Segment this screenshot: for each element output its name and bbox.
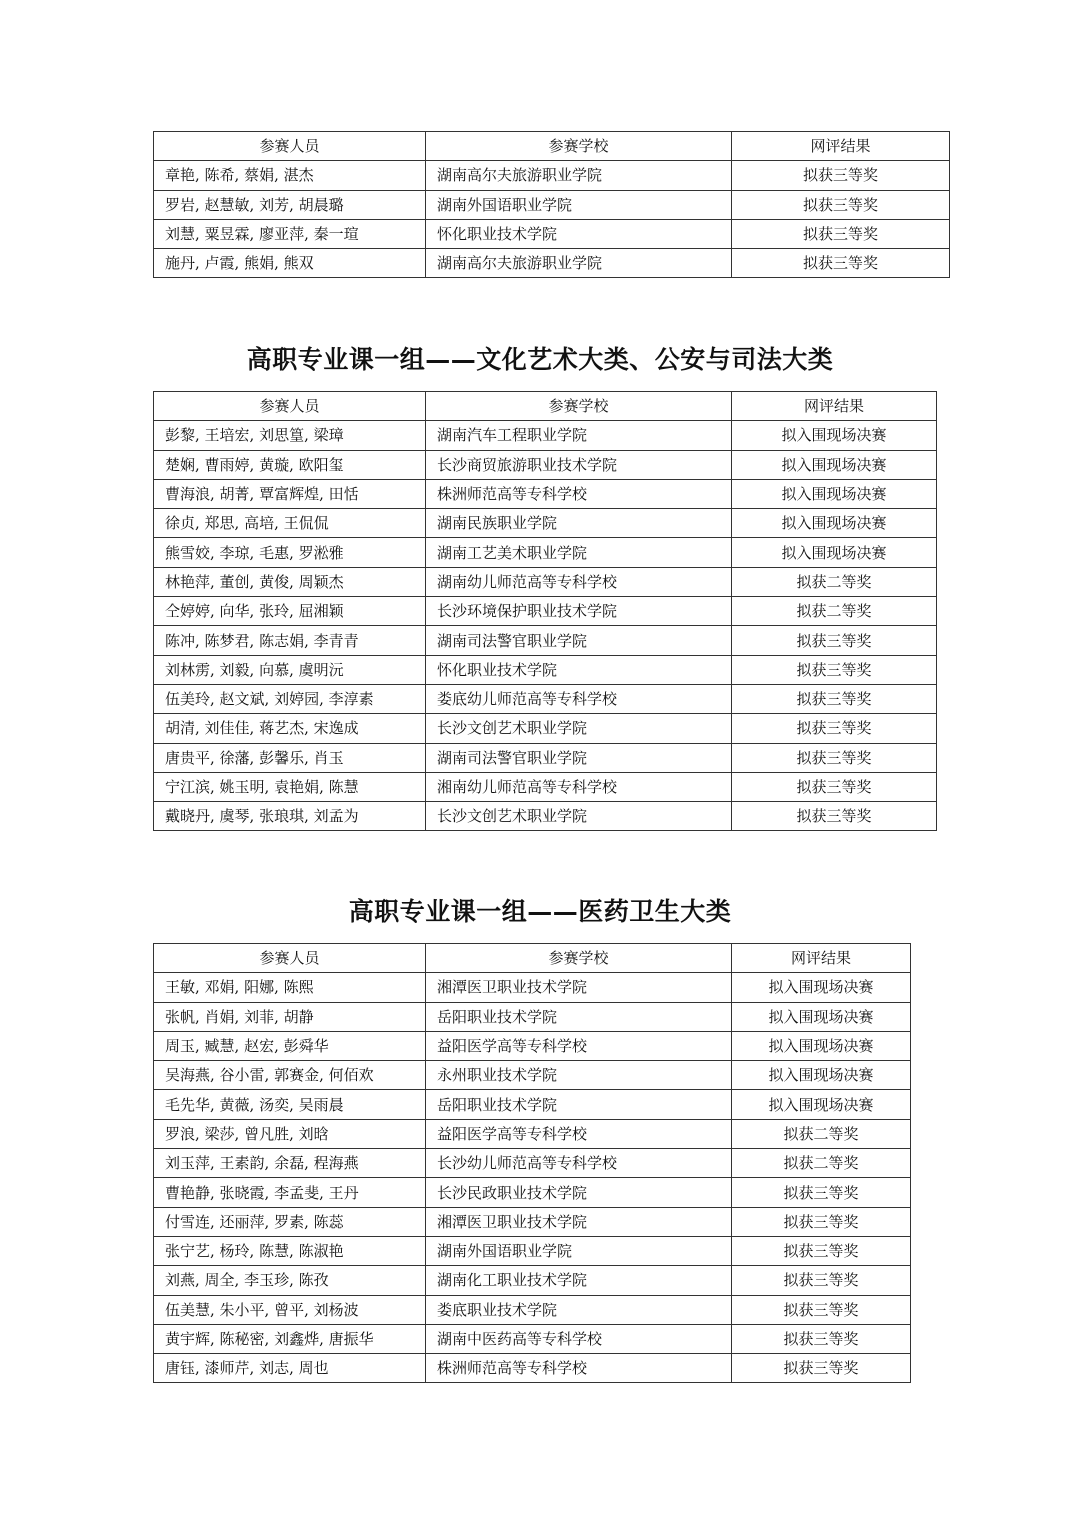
result-cell: 拟入围现场决赛 [732, 421, 937, 450]
header-result: 网评结果 [732, 944, 911, 973]
table-row [154, 450, 937, 479]
school-cell: 益阳医学高等专科学校 [426, 1119, 732, 1148]
participants-cell: 章艳, 陈希, 蔡娟, 湛杰 [154, 161, 426, 190]
table-header-row [154, 132, 950, 161]
school-cell: 长沙文创艺术职业学院 [426, 714, 732, 743]
header-participants: 参赛人员 [154, 132, 426, 161]
table-row [154, 219, 950, 248]
result-cell: 拟入围现场决赛 [732, 509, 937, 538]
table-row [154, 1149, 911, 1178]
participants-cell: 彭黎, 王培宏, 刘思篁, 梁璋 [154, 421, 426, 450]
result-cell: 拟获三等奖 [732, 1324, 911, 1353]
section-title-arts-law: 高职专业课一组——文化艺术大类、公安与司法大类 [246, 345, 834, 374]
result-cell: 拟获二等奖 [732, 1119, 911, 1148]
school-cell: 益阳医学高等专科学校 [426, 1031, 732, 1060]
header-result: 网评结果 [732, 392, 937, 421]
table-row [154, 421, 937, 450]
participants-cell: 胡清, 刘佳佳, 蒋艺杰, 宋逸成 [154, 714, 426, 743]
school-cell: 长沙文创艺术职业学院 [426, 802, 732, 831]
participants-cell: 罗岩, 赵慧敏, 刘芳, 胡晨璐 [154, 190, 426, 219]
result-cell: 拟入围现场决赛 [732, 973, 911, 1002]
participants-cell: 曹艳静, 张晓霞, 李孟斐, 王丹 [154, 1178, 426, 1207]
participants-cell: 张帆, 肖娟, 刘菲, 胡静 [154, 1002, 426, 1031]
result-cell: 拟获二等奖 [732, 597, 937, 626]
school-cell: 怀化职业技术学院 [426, 655, 732, 684]
participants-cell: 陈冲, 陈梦君, 陈志娟, 李青青 [154, 626, 426, 655]
participants-cell: 伍美玲, 赵文斌, 刘婷园, 李淳素 [154, 684, 426, 713]
participants-cell: 刘慧, 粟昱霖, 廖亚萍, 秦一瑄 [154, 219, 426, 248]
school-cell: 长沙商贸旅游职业技术学院 [426, 450, 732, 479]
section-title-medical: 高职专业课一组——医药卫生大类 [348, 897, 732, 926]
table-row [154, 626, 937, 655]
participants-cell: 伍美慧, 朱小平, 曾平, 刘杨波 [154, 1295, 426, 1324]
school-cell: 湖南汽车工程职业学院 [426, 421, 732, 450]
participants-cell: 罗浪, 梁莎, 曾凡胜, 刘晗 [154, 1119, 426, 1148]
school-cell: 湖南外国语职业学院 [426, 190, 732, 219]
participants-cell: 张宁艺, 杨玲, 陈慧, 陈淑艳 [154, 1236, 426, 1265]
table-row [154, 655, 937, 684]
table-row [154, 479, 937, 508]
participants-cell: 刘林雳, 刘毅, 向慕, 虞明沅 [154, 655, 426, 684]
result-cell: 拟获二等奖 [732, 1149, 911, 1178]
school-cell: 湖南中医药高等专科学校 [426, 1324, 732, 1353]
participants-cell: 黄宇辉, 陈秘密, 刘鑫烨, 唐振华 [154, 1324, 426, 1353]
table-row [154, 684, 937, 713]
table-row [154, 1061, 911, 1090]
participants-cell: 宁江滨, 姚玉明, 袁艳娟, 陈慧 [154, 772, 426, 801]
school-cell: 湖南民族职业学院 [426, 509, 732, 538]
participants-cell: 林艳萍, 董创, 黄俊, 周颖杰 [154, 567, 426, 596]
school-cell: 湖南高尔夫旅游职业学院 [426, 161, 732, 190]
table-row [154, 743, 937, 772]
school-cell: 湖南司法警官职业学院 [426, 626, 732, 655]
school-cell: 株洲师范高等专科学校 [426, 479, 732, 508]
participants-cell: 曹海浪, 胡菁, 覃富辉煌, 田恬 [154, 479, 426, 508]
result-cell: 拟获三等奖 [732, 684, 937, 713]
results-table-2 [153, 391, 937, 831]
results-table-3 [153, 943, 911, 1383]
participants-cell: 施丹, 卢霞, 熊娟, 熊双 [154, 249, 426, 278]
result-cell: 拟获三等奖 [732, 802, 937, 831]
result-cell: 拟获三等奖 [732, 772, 937, 801]
result-cell: 拟获三等奖 [732, 714, 937, 743]
table-row [154, 1031, 911, 1060]
result-cell: 拟入围现场决赛 [732, 450, 937, 479]
participants-cell: 唐钰, 漆师芹, 刘志, 周也 [154, 1354, 426, 1383]
participants-cell: 熊雪姣, 李琼, 毛惠, 罗淞雅 [154, 538, 426, 567]
table-row [154, 567, 937, 596]
result-cell: 拟获三等奖 [732, 626, 937, 655]
result-cell: 拟入围现场决赛 [732, 1061, 911, 1090]
result-cell: 拟获三等奖 [732, 161, 950, 190]
table-row [154, 772, 937, 801]
school-cell: 株洲师范高等专科学校 [426, 1354, 732, 1383]
table-row [154, 714, 937, 743]
school-cell: 湖南幼儿师范高等专科学校 [426, 567, 732, 596]
participants-cell: 仝婷婷, 向华, 张玲, 屈湘颖 [154, 597, 426, 626]
table-row [154, 190, 950, 219]
school-cell: 湖南工艺美术职业学院 [426, 538, 732, 567]
participants-cell: 王敏, 邓娟, 阳娜, 陈熙 [154, 973, 426, 1002]
participants-cell: 吴海燕, 谷小雷, 郭赛金, 何佰欢 [154, 1061, 426, 1090]
participants-cell: 刘玉萍, 王素韵, 余磊, 程海燕 [154, 1149, 426, 1178]
result-cell: 拟获三等奖 [732, 1354, 911, 1383]
table-header-row [154, 944, 911, 973]
participants-cell: 周玉, 臧慧, 赵宏, 彭舜华 [154, 1031, 426, 1060]
result-cell: 拟获二等奖 [732, 567, 937, 596]
table-row [154, 1295, 911, 1324]
table-row [154, 509, 937, 538]
school-cell: 湖南外国语职业学院 [426, 1236, 732, 1265]
school-cell: 娄底职业技术学院 [426, 1295, 732, 1324]
school-cell: 湖南化工职业技术学院 [426, 1266, 732, 1295]
table-row [154, 1266, 911, 1295]
result-cell: 拟获三等奖 [732, 1295, 911, 1324]
results-table-1 [153, 131, 950, 278]
result-cell: 拟获三等奖 [732, 1207, 911, 1236]
result-cell: 拟获三等奖 [732, 190, 950, 219]
result-cell: 拟入围现场决赛 [732, 538, 937, 567]
table-row [154, 1002, 911, 1031]
participants-cell: 刘燕, 周全, 李玉珍, 陈孜 [154, 1266, 426, 1295]
table-row [154, 597, 937, 626]
result-cell: 拟入围现场决赛 [732, 479, 937, 508]
school-cell: 湖南司法警官职业学院 [426, 743, 732, 772]
school-cell: 长沙民政职业技术学院 [426, 1178, 732, 1207]
school-cell: 岳阳职业技术学院 [426, 1002, 732, 1031]
table-row [154, 802, 937, 831]
table-row [154, 1119, 911, 1148]
school-cell: 岳阳职业技术学院 [426, 1090, 732, 1119]
header-school: 参赛学校 [426, 944, 732, 973]
school-cell: 永州职业技术学院 [426, 1061, 732, 1090]
participants-cell: 付雪连, 还丽萍, 罗素, 陈蕊 [154, 1207, 426, 1236]
result-cell: 拟入围现场决赛 [732, 1090, 911, 1119]
result-cell: 拟获三等奖 [732, 1178, 911, 1207]
school-cell: 娄底幼儿师范高等专科学校 [426, 684, 732, 713]
table-row [154, 1236, 911, 1265]
table-header-row [154, 392, 937, 421]
table-row [154, 538, 937, 567]
result-cell: 拟获三等奖 [732, 249, 950, 278]
table-row [154, 1090, 911, 1119]
table-row [154, 1324, 911, 1353]
result-cell: 拟入围现场决赛 [732, 1002, 911, 1031]
school-cell: 湘南幼儿师范高等专科学校 [426, 772, 732, 801]
result-cell: 拟获三等奖 [732, 1236, 911, 1265]
header-school: 参赛学校 [426, 392, 732, 421]
school-cell: 怀化职业技术学院 [426, 219, 732, 248]
result-cell: 拟获三等奖 [732, 219, 950, 248]
table-row [154, 161, 950, 190]
table-row [154, 1207, 911, 1236]
table-row [154, 1178, 911, 1207]
participants-cell: 徐贞, 郑思, 高培, 王侃侃 [154, 509, 426, 538]
header-participants: 参赛人员 [154, 944, 426, 973]
school-cell: 长沙环境保护职业技术学院 [426, 597, 732, 626]
school-cell: 湖南高尔夫旅游职业学院 [426, 249, 732, 278]
participants-cell: 唐贵平, 徐藩, 彭馨乐, 肖玉 [154, 743, 426, 772]
table-row [154, 249, 950, 278]
school-cell: 湘潭医卫职业技术学院 [426, 973, 732, 1002]
header-result: 网评结果 [732, 132, 950, 161]
table-row [154, 973, 911, 1002]
result-cell: 拟入围现场决赛 [732, 1031, 911, 1060]
participants-cell: 楚娴, 曹雨婷, 黄璇, 欧阳玺 [154, 450, 426, 479]
result-cell: 拟获三等奖 [732, 1266, 911, 1295]
school-cell: 长沙幼儿师范高等专科学校 [426, 1149, 732, 1178]
header-school: 参赛学校 [426, 132, 732, 161]
participants-cell: 戴晓丹, 虞琴, 张琅琪, 刘孟为 [154, 802, 426, 831]
result-cell: 拟获三等奖 [732, 655, 937, 684]
participants-cell: 毛先华, 黄薇, 汤奕, 吴雨晨 [154, 1090, 426, 1119]
header-participants: 参赛人员 [154, 392, 426, 421]
school-cell: 湘潭医卫职业技术学院 [426, 1207, 732, 1236]
result-cell: 拟获三等奖 [732, 743, 937, 772]
table-row [154, 1354, 911, 1383]
